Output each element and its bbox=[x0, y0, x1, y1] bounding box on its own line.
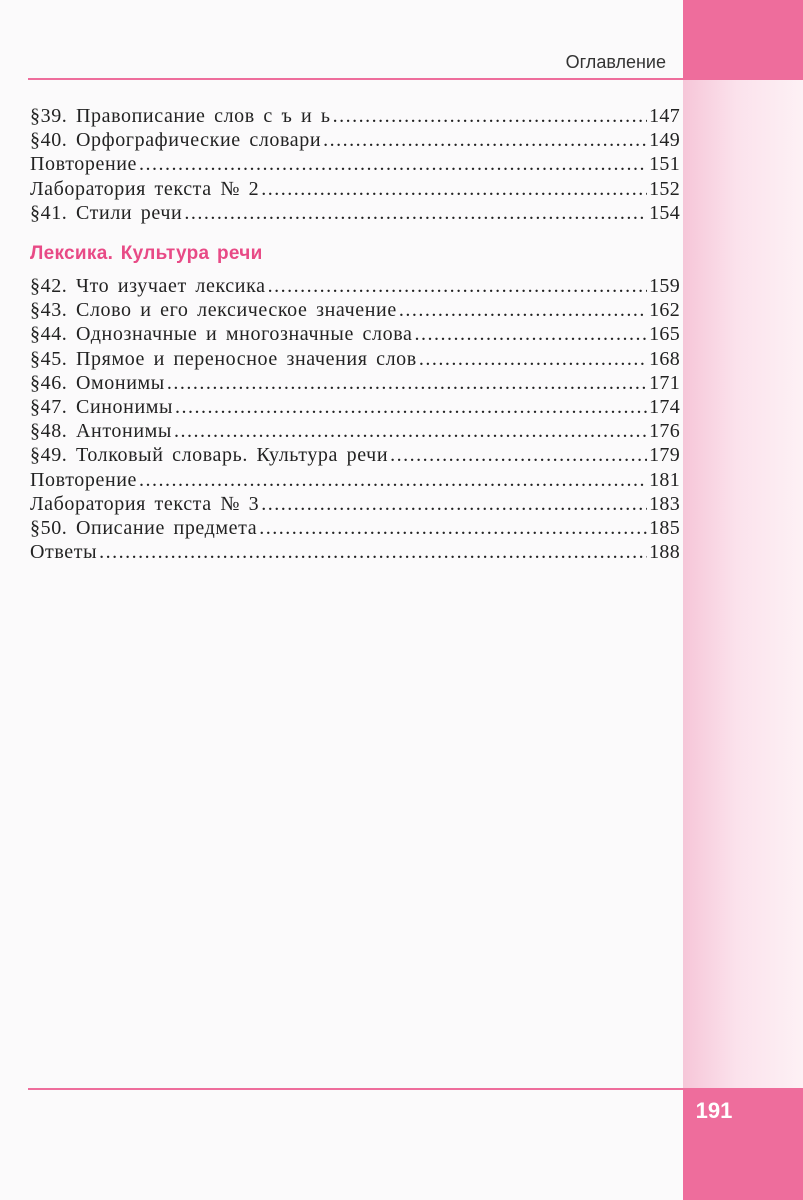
page-number: 191 bbox=[695, 1098, 733, 1123]
running-title: Оглавление bbox=[565, 52, 666, 72]
toc-entry bbox=[30, 322, 680, 346]
toc-leader-dots bbox=[184, 201, 647, 225]
toc-entry-page: 151 bbox=[649, 153, 680, 176]
toc-entry bbox=[30, 128, 680, 152]
toc-leader-dots bbox=[333, 104, 647, 128]
page-edge-strip bbox=[683, 0, 803, 1200]
toc-entry-page: 185 bbox=[649, 516, 680, 539]
toc-leader-dots bbox=[323, 128, 647, 152]
toc-leader-dots bbox=[174, 419, 647, 443]
toc-entry bbox=[30, 419, 680, 443]
toc-entry bbox=[30, 395, 680, 419]
toc-leader-dots bbox=[139, 152, 647, 176]
section-heading: Лексика. Культура речи bbox=[30, 243, 263, 264]
toc-entry-page: 152 bbox=[649, 177, 680, 200]
toc-block-2 bbox=[30, 274, 680, 564]
toc-entry-page: 171 bbox=[649, 371, 680, 394]
toc-entry-title: §41. Стили речи bbox=[30, 201, 183, 224]
toc-entry-title: §47. Синонимы bbox=[30, 395, 174, 418]
header-color-band bbox=[683, 0, 803, 80]
toc-entry bbox=[30, 177, 680, 201]
toc-entry-title: §43. Слово и его лексическое значение bbox=[30, 299, 397, 322]
toc-entry-title: §42. Что изучает лексика bbox=[30, 275, 266, 297]
toc-entry-title: §45. Прямое и переносное значения слов bbox=[30, 347, 417, 370]
toc-entry-page: 188 bbox=[649, 541, 680, 564]
toc-leader-dots bbox=[399, 298, 647, 322]
toc-entry bbox=[30, 371, 680, 395]
toc-entry-page: 168 bbox=[649, 347, 680, 370]
toc-entry-title: §39. Правописание слов с ъ и ь bbox=[30, 105, 331, 127]
toc-entry-page: 149 bbox=[649, 129, 680, 152]
toc-entry bbox=[30, 274, 680, 298]
toc-leader-dots bbox=[175, 395, 647, 419]
toc-leader-dots bbox=[261, 492, 647, 516]
toc-entry-title: §49. Толковый словарь. Культура речи bbox=[30, 444, 389, 467]
toc-entry-page: 159 bbox=[649, 275, 680, 297]
toc-entry-page: 147 bbox=[649, 105, 680, 127]
toc-leader-dots bbox=[419, 347, 647, 371]
toc-entry bbox=[30, 201, 680, 225]
toc-entry bbox=[30, 443, 680, 467]
toc-entry-page: 183 bbox=[649, 492, 680, 515]
toc-entry bbox=[30, 516, 680, 540]
footer-rule bbox=[28, 1088, 683, 1090]
toc-entry-title: §46. Омонимы bbox=[30, 371, 165, 394]
toc-entry bbox=[30, 152, 680, 176]
toc-leader-dots bbox=[268, 274, 648, 298]
toc-entry bbox=[30, 492, 680, 516]
toc-entry-page: 179 bbox=[649, 444, 680, 467]
toc-entry-title: §44. Однозначные и многозначные слова bbox=[30, 323, 413, 346]
toc-block-1 bbox=[30, 104, 680, 225]
toc-entry-page: 165 bbox=[649, 323, 680, 346]
toc-entry-page: 181 bbox=[649, 468, 680, 491]
toc-entry bbox=[30, 540, 680, 564]
toc-leader-dots bbox=[390, 443, 647, 467]
toc-leader-dots bbox=[259, 516, 647, 540]
toc-entry-title: Лаборатория текста № 2 bbox=[30, 177, 260, 200]
header-rule bbox=[28, 78, 683, 80]
toc-entry-title: Ответы bbox=[30, 541, 98, 564]
toc-entry-title: §40. Орфографические словари bbox=[30, 129, 322, 152]
toc-leader-dots bbox=[139, 468, 647, 492]
toc-entry-title: §50. Описание предмета bbox=[30, 516, 258, 539]
toc-entry bbox=[30, 468, 680, 492]
toc-entry-page: 154 bbox=[649, 201, 680, 224]
toc-entry bbox=[30, 104, 680, 128]
toc-entry-title: Лаборатория текста № 3 bbox=[30, 492, 260, 515]
toc-entry-page: 162 bbox=[649, 299, 680, 322]
toc-leader-dots bbox=[261, 177, 647, 201]
toc-leader-dots bbox=[167, 371, 647, 395]
toc-entry-title: Повторение bbox=[30, 468, 138, 491]
toc-entry bbox=[30, 347, 680, 371]
toc-leader-dots bbox=[414, 322, 647, 346]
toc-leader-dots bbox=[99, 540, 647, 564]
toc-entry-title: §48. Антонимы bbox=[30, 420, 172, 443]
toc-entry-page: 174 bbox=[649, 395, 680, 418]
toc-entry bbox=[30, 298, 680, 322]
toc-entry-title: Повторение bbox=[30, 153, 138, 176]
toc-entry-page: 176 bbox=[649, 420, 680, 443]
